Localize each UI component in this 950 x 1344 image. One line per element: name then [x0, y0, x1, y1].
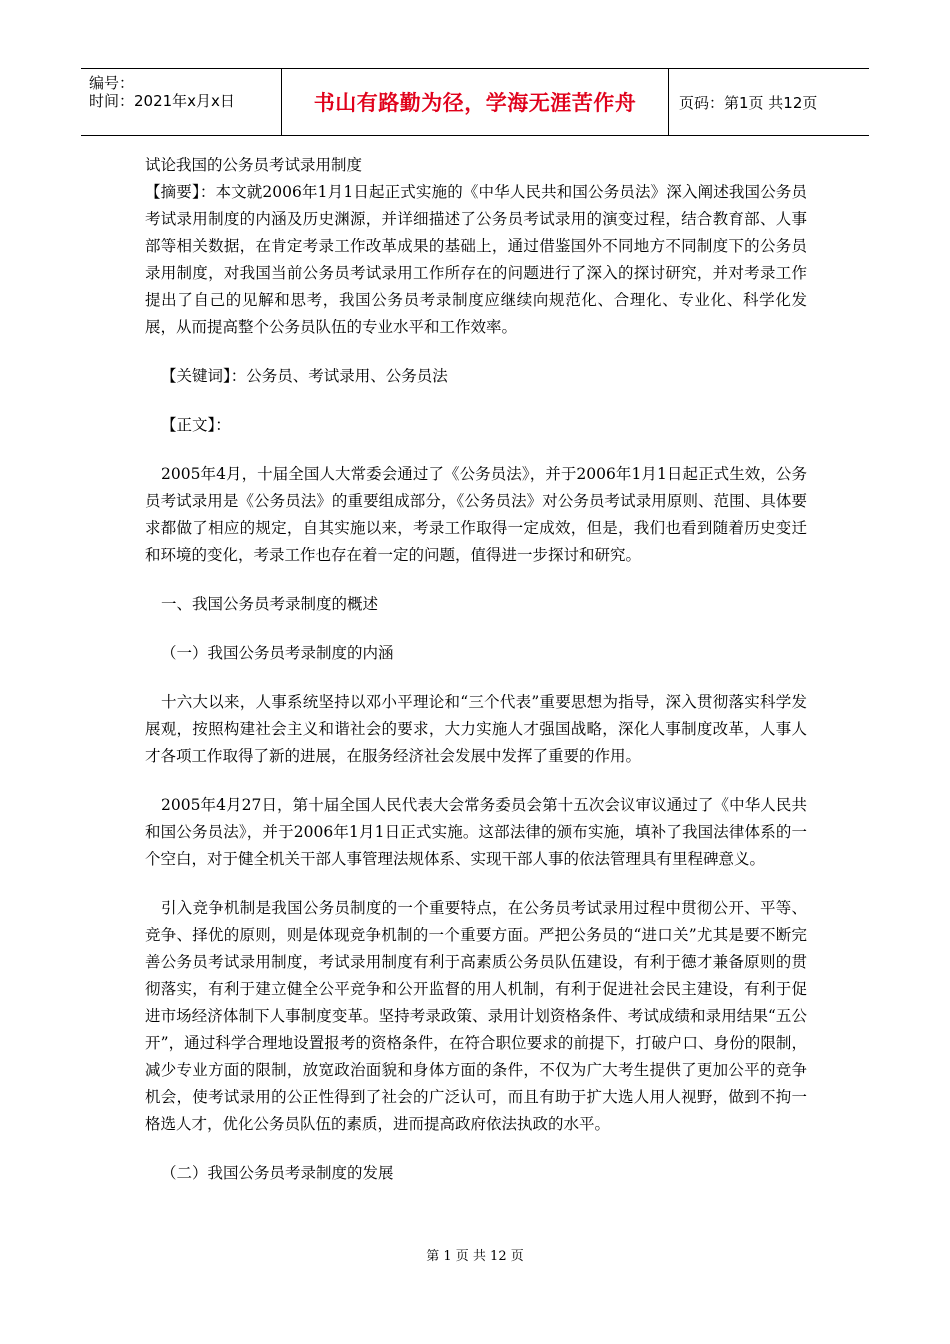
- document-body: [145, 152, 807, 1187]
- subsection-heading-2: （二）我国公务员考录制度的发展: [161, 1164, 394, 1182]
- body-label: 【正文】：: [161, 416, 231, 434]
- paragraph-4: 引入竞争机制是我国公务员制度的一个重要特点，在公务员考试录用过程中贯彻公开、平等、竞争、择优的原则，则是体现竞争机制的一个重要方面。严把公务员的“进口关”尤其是要不断完善公务员考试录用制度，考试录用制度有利于高素质公务员队伍建设，有利于德才兼备原则的贯彻落实，有利于建立健全公平竞争和公开监督的用人机制，有利于促进社会民主建设，有利于促进市场经济体制下人事制度变革。坚持考录政策、录用计划资格条件、考试成绩和录用结果“五公开”，通过科学合理地设置报考的资格条件，在符合职位要求的前提下，打破户口、身份的限制，减少专业方面的限制，放宽政治面貌和身体方面的条件，不仅为广大考生提供了更加公平的竞争机会，使考试录用的公正性得到了社会的广泛认可，而且有助于扩大选人用人视野，做到不拘一格选人才，优化公务员队伍的素质，进而提高政府依法执政的水平。: [145, 899, 807, 1133]
- keywords-line: 【关键词】：公务员、考试录用、公务员法: [161, 367, 448, 385]
- header-motto: 书山有路勤为径，学海无涯苦作舟: [313, 91, 637, 115]
- abstract-paragraph: 【摘要】：本文就2006年1月1日起正式实施的《中华人民共和国公务员法》深入阐述我国公务员考试录用制度的内涵及历史渊源，并详细描述了公务员考试录用的演变过程，结合教育部、人事部等相关数据，在肯定考录工作改革成果的基础上，通过借鉴国外不同地方不同制度下的公务员录用制度，对我国当前公务员考试录用工作所存在的问题进行了深入的探讨研究，并对考录工作提出了自己的见解和思考，我国公务员考录制度应继续向规范化、合理化、专业化、科学化发展，从而提高整个公务员队伍的专业水平和工作效率。: [145, 183, 807, 336]
- page-footer: 第 1 页 共 12 页: [426, 1249, 524, 1264]
- paragraph-3: 2005年4月27日，第十届全国人民代表大会常务委员会第十五次会议审议通过了《中华人民共和国公务员法》，并于2006年1月1日正式实施。这部法律的颁布实施，填补了我国法律体系的一个空白，对于健全机关干部人事管理法规体系、实现干部人事的依法管理具有里程碑意义。: [145, 796, 807, 868]
- header-motto-cell: [281, 69, 669, 135]
- header-page-info: 页码：第1页 共12页: [679, 93, 818, 112]
- subsection-heading-1: （一）我国公务员考录制度的内涵: [161, 644, 394, 662]
- header-meta: [81, 69, 281, 135]
- paragraph-1: 2005年4月，十届全国人大常委会通过了《公务员法》，并于2006年1月1日起正式生效，公务员考试录用是《公务员法》的重要组成部分，《公务员法》对公务员考试录用原则、范围、具体要求都做了相应的规定，自其实施以来，考录工作取得一定成效，但是，我们也看到随着历史变迁和环境的变化，考录工作也存在着一定的问题，值得进一步探讨和研究。: [145, 465, 807, 564]
- document-title: 试论我国的公务员考试录用制度: [145, 156, 363, 174]
- paragraph-2: 十六大以来，人事系统坚持以邓小平理论和“三个代表”重要思想为指导，深入贯彻落实科学发展观，按照构建社会主义和谐社会的要求，大力实施人才强国战略，深化人事制度改革，人事人才各项工作取得了新的进展，在服务经济社会发展中发挥了重要的作用。: [145, 693, 807, 765]
- header-page-cell: [669, 69, 869, 135]
- section-heading-1: 一、我国公务员考录制度的概述: [161, 595, 379, 613]
- document-number-label: 编号：: [89, 74, 135, 92]
- page-header: [81, 68, 869, 136]
- document-date-label: 时间：2021年x月x日: [89, 92, 235, 110]
